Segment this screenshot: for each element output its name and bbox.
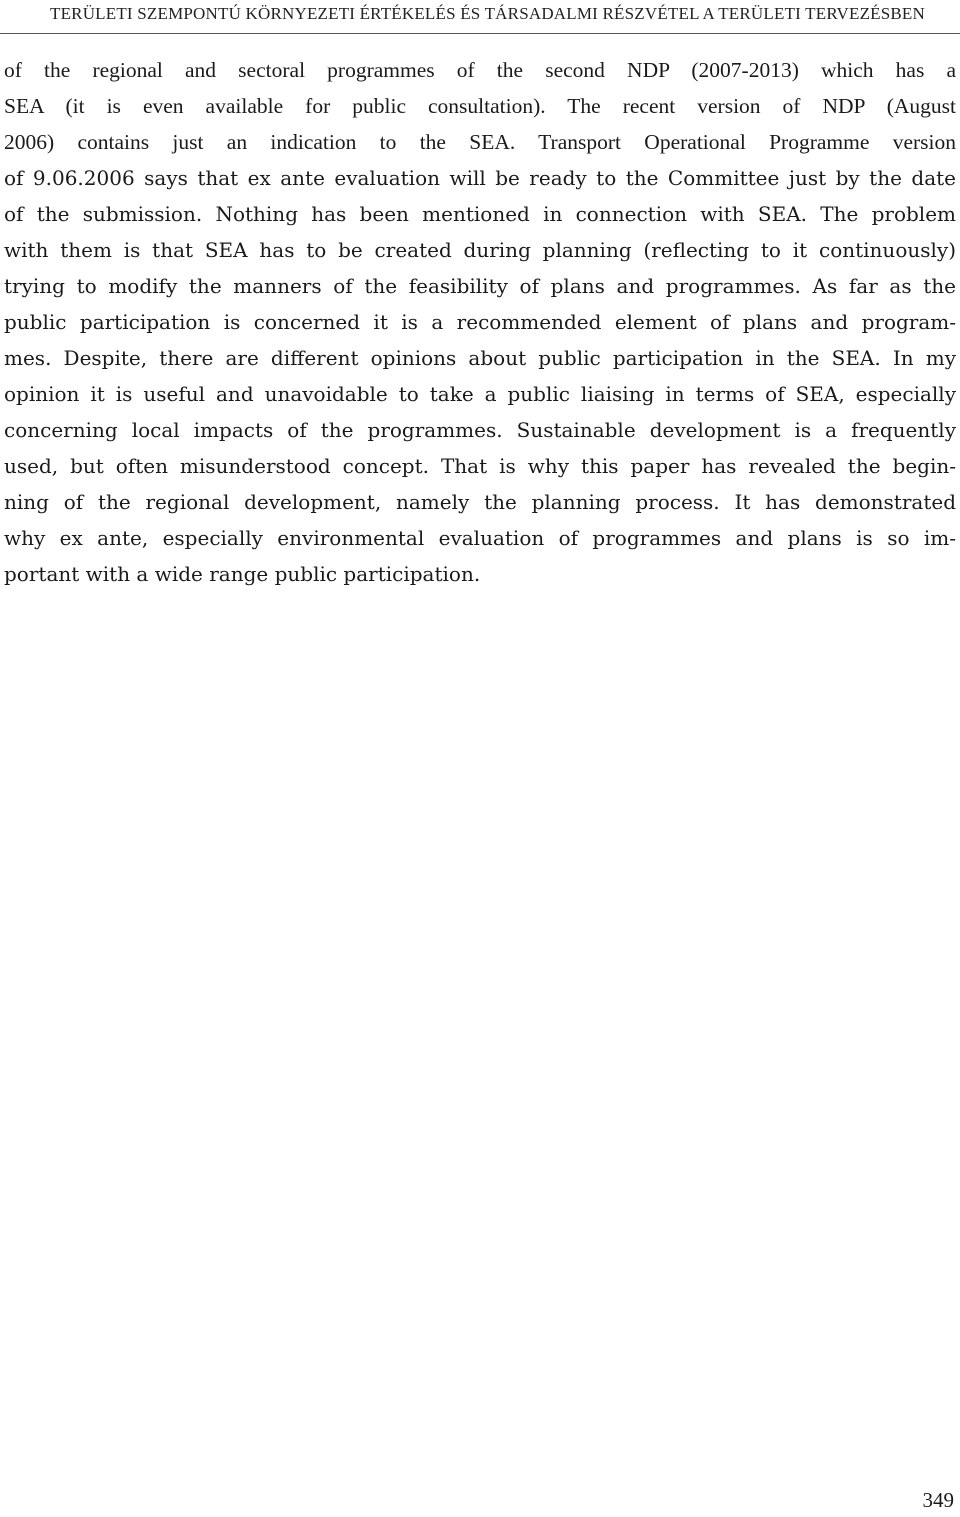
text-line: public participation is concerned it is a recommended element of plans and program- <box>4 310 956 334</box>
text-line: mes. Despite, there are different opinions about public participation in the SEA. In my <box>4 346 956 370</box>
text-line: portant with a wide range public participation. <box>4 562 481 586</box>
page-number: 349 <box>922 1488 954 1512</box>
running-header-title: TERÜLETI SZEMPONTÚ KÖRNYEZETI ÉRTÉKELÉS ÉS TÁRSADALMI RÉSZVÉTEL A TERÜLETI TERVEZÉSBEN <box>50 4 925 23</box>
text-line: of 9.06.2006 says that ex ante evaluation will be ready to the Committee just by the date <box>4 166 956 190</box>
text-line: ning of the regional development, namely the planning process. It has demonstrated <box>4 490 956 514</box>
text-line: of the regional and sectoral programmes of the second NDP (2007-2013) which has a <box>4 58 956 82</box>
running-header <box>0 0 960 34</box>
text-line: of the submission. Nothing has been mentioned in connection with SEA. The problem <box>4 202 956 226</box>
text-line: SEA (it is even available for public consultation). The recent version of NDP (August <box>4 94 956 118</box>
text-line: with them is that SEA has to be created during planning (reflecting to it continuously) <box>4 238 956 262</box>
text-line: 2006) contains just an indication to the SEA. Transport Operational Programme version <box>4 130 956 154</box>
text-line: trying to modify the manners of the feasibility of plans and programmes. As far as the <box>4 274 956 298</box>
text-line: opinion it is useful and unavoidable to take a public liaising in terms of SEA, especially <box>4 382 956 406</box>
text-line: why ex ante, especially environmental evaluation of programmes and plans is so im- <box>4 526 956 550</box>
body-paragraph <box>4 52 956 592</box>
text-line: used, but often misunderstood concept. That is why this paper has revealed the begin- <box>4 454 956 478</box>
text-line: concerning local impacts of the programmes. Sustainable development is a frequently <box>4 418 956 442</box>
